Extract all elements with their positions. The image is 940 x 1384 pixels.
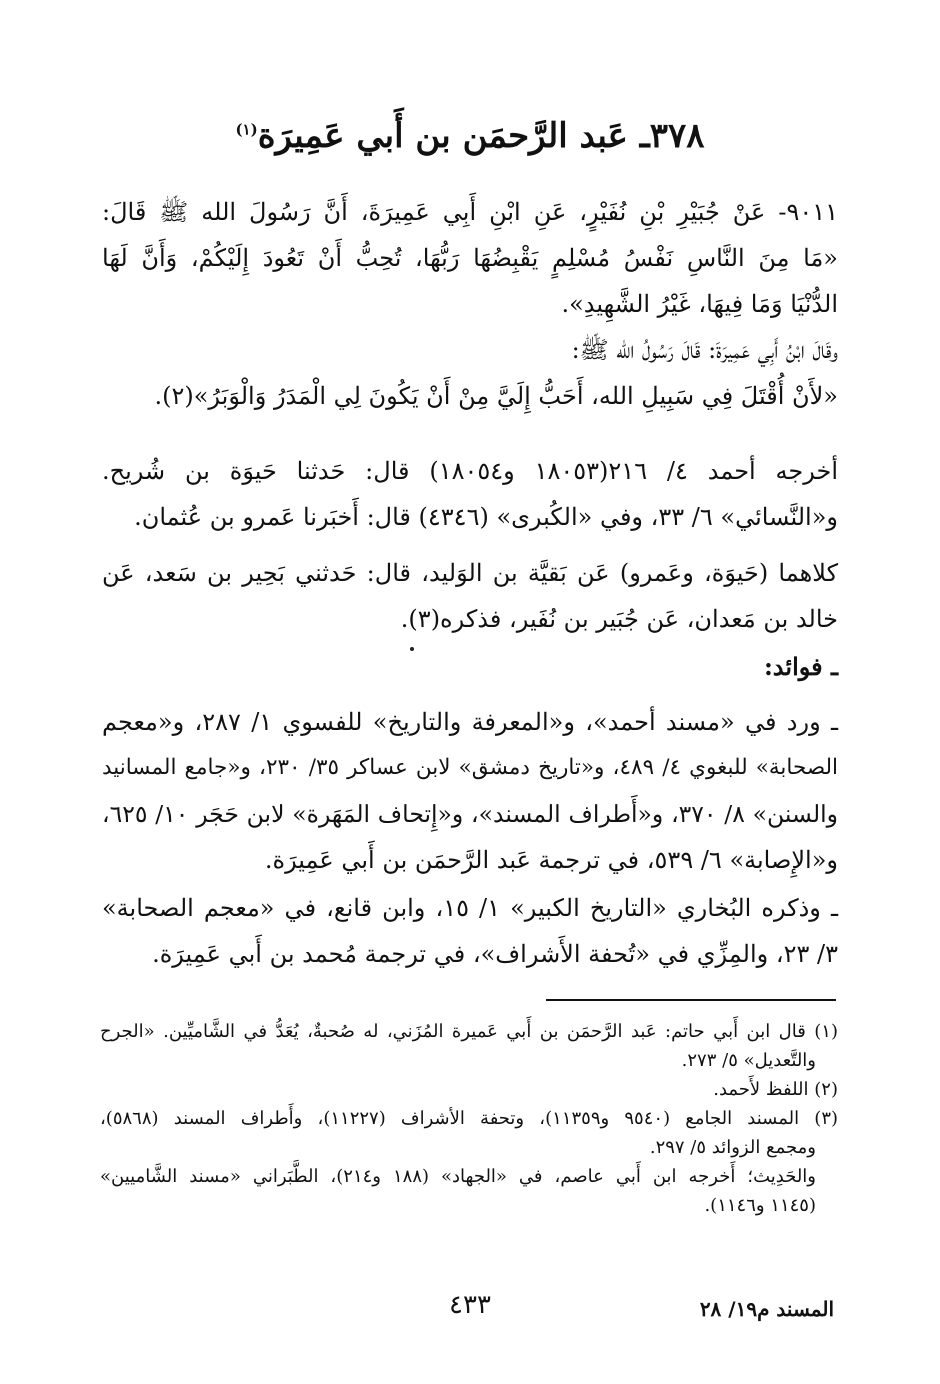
fawaid-line: و«الإِصابة» ٦/ ٥٣٩، في ترجمة عَبد الرَّحمَن بن أَبي عَمِيرَة. xyxy=(264,846,838,874)
fawaid-paragraph-2 xyxy=(102,885,838,977)
fawaid-paragraph-1 xyxy=(102,699,838,883)
hadith-line: «لأَنْ أُقْتَلَ فِي سَبِيلِ الله، أَحَبُّ إِلَيَّ مِنْ أَنْ يَكُونَ لِي الْمَدَرُ وَالْوَبَرُ»(٢). xyxy=(154,382,838,410)
fawaid-section xyxy=(102,644,838,690)
footnote-line: (١) قال ابن أَبي حاتم: عَبد الرَّحمَن بن أَبي عَميرة المُزَني، له صُحبةٌ، يُعَدُّ في الشَّاميِّين. «الجرح xyxy=(100,1021,838,1042)
footnote-line: (١١٤٥ و١١٤٦). xyxy=(704,1195,816,1216)
page-number: ٤٣٣ xyxy=(449,1290,491,1320)
footnote-line: (٢) اللفظ لأَحمد. xyxy=(713,1079,838,1100)
fawaid-line: ٣/ ٢٣، والمِزِّي في «تُحفة الأَشراف»، في ترجمة مُحمد بن أَبي عَمِيرَة. xyxy=(152,940,838,968)
fawaid-heading: ـ فوائد: xyxy=(763,652,838,681)
hadith-line: «مَا مِنَ النَّاسِ نَفْسُ مُسْلِمٍ يَقْبِضُهَا رَبُّهَا، تُحِبُّ أَنْ تَعُودَ إِلَيْكُمْ، وَأَنَّ لَهَا xyxy=(102,244,838,272)
hadith-line: وقَالَ ابْنُ أَبِي عَمِيرَةَ: قَالَ رَسُولُ الله ﷺ: xyxy=(571,336,838,364)
chapter-title-text: ٣٧٨ـ عَبد الرَّحمَن بن أَبي عَمِيرَة xyxy=(257,116,705,156)
takhrij-paragraph xyxy=(102,448,838,540)
chain-paragraph xyxy=(102,550,838,642)
hadith-line: الدُّنْيَا وَمَا فِيهَا، غَيْرُ الشَّهِيدِ». xyxy=(561,290,838,318)
chapter-title-footnote-ref: (١) xyxy=(235,120,258,139)
fawaid-line: الصحابة» للبغوي ٤/ ٤٨٩، و«تاريخ دمشق» لابن عساكر ٣٥/ ٢٣٠، و«جامع المسانيد xyxy=(102,755,839,780)
running-footer: المسند م١٩/ ٢٨ xyxy=(699,1297,834,1321)
fawaid-line: والسنن» ٨/ ٣٧٠، و«أَطراف المسند»، و«إِتحاف المَهَرة» لابن حَجَر ١٠/ ٦٢٥، xyxy=(102,800,838,828)
chapter-title xyxy=(0,112,940,160)
hadith-text xyxy=(102,189,838,419)
takhrij-line: و«النَّسائي» ٦/ ٣٣، وفي «الكُبرى» (٤٣٤٦) قال: أَخبَرنا عَمرو بن عُثمان. xyxy=(134,503,838,531)
fawaid-line: ـ ورد في «مسند أحمد»، و«المعرفة والتاريخ» للفسوي ١/ ٢٨٧، و«معجم xyxy=(102,708,838,736)
hadith-line: ٩٠١١- عَنْ جُبَيْرِ بْنِ نُفَيْرٍ، عَنِ ابْنِ أَبِي عَمِيرَةَ، أَنَّ رَسُولَ الله ﷺ قَالَ: xyxy=(102,198,838,226)
footnote-line: والتَّعديل» ٥/ ٢٧٣. xyxy=(681,1050,816,1071)
footnotes xyxy=(100,1017,838,1220)
chain-line: كلاهما (حَيوَة، وعَمرو) عَن بَقيَّة بن الوَليد، قال: حَدثني بَحِير بن سَعد، عَن xyxy=(102,559,838,587)
footnote-separator xyxy=(546,999,836,1001)
footnote-line: والحَدِيث؛ أَخرجه ابن أَبي عاصم، في «الجهاد» (١٨٨ و٢١٤)، الطَّبَراني «مسند الشَّاميين» xyxy=(100,1166,817,1187)
footnote-line: (٣) المسند الجامع (٩٥٤٠ و١١٣٥٩)، وتحفة الأشراف (١١٢٢٧)، وأَطراف المسند (٥٨٦٨)، xyxy=(100,1108,839,1129)
fawaid-line: ـ وذكره البُخاري «التاريخ الكبير» ١/ ١٥، وابن قانع، في «معجم الصحابة» xyxy=(102,894,838,922)
takhrij-line: أخرجه أحمد ٤/ ٢١٦(١٨٠٥٣ و١٨٠٥٤) قال: حَدثنا حَيوَة بن شُريح. xyxy=(102,457,839,485)
chain-line: خالد بن مَعدان، عَن جُبَير بن نُفَير، فذكره(٣). xyxy=(400,605,838,633)
footnote-line: ومجمع الزوائد ٥/ ٢٩٧. xyxy=(649,1137,816,1158)
